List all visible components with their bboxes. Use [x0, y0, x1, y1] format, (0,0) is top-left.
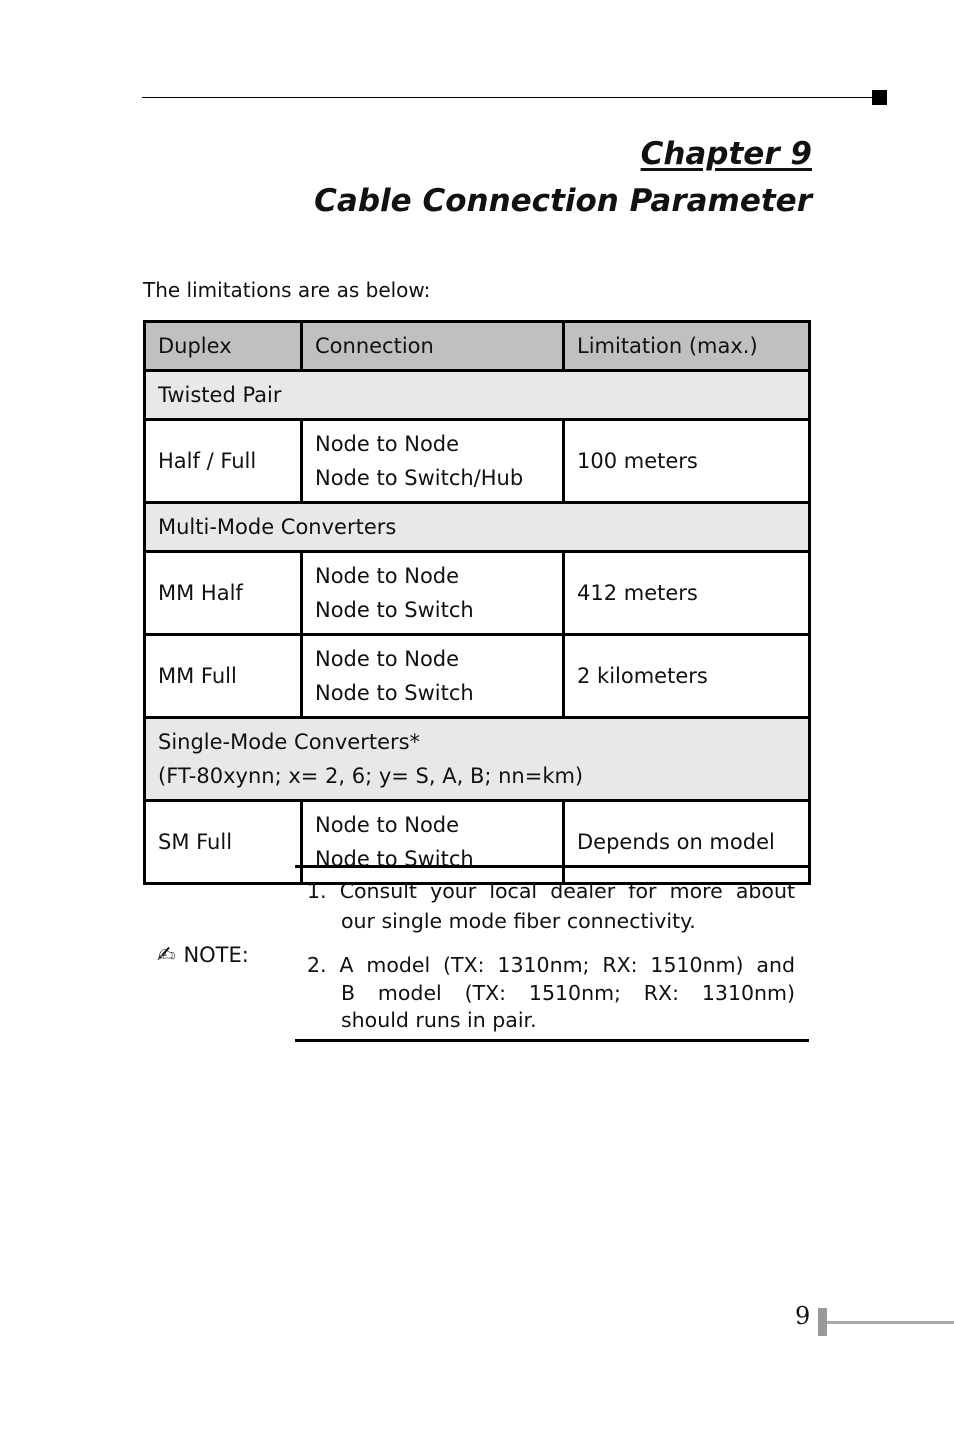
note-item-continuation: our single mode fiber connectivity. [341, 909, 696, 933]
limitation-cell: 2 kilometers [564, 635, 810, 718]
duplex-cell: MM Full [145, 635, 302, 718]
header-square-marker [872, 90, 887, 105]
table-header-row [145, 322, 810, 371]
note-item-text: 2. A model (TX: 1310nm; RX: 1510nm) and [307, 953, 795, 977]
duplex-cell: SM Full [145, 801, 302, 884]
note-box [295, 865, 809, 1042]
connection-line: Node to Node [315, 813, 460, 837]
limitation-cell: 100 meters [564, 420, 810, 503]
group-row-multi-mode [145, 503, 810, 552]
header-rule [142, 97, 872, 98]
note-item [307, 950, 795, 1034]
connection-line: Node to Node [315, 432, 460, 456]
note-item [307, 874, 795, 935]
header-duplex: Duplex [145, 322, 302, 371]
limitation-cell: Depends on model [564, 801, 810, 884]
group-label: Multi-Mode Converters [145, 503, 810, 552]
header-connection: Connection [302, 322, 564, 371]
page-number-bar [818, 1308, 827, 1336]
group-row-single-mode [145, 718, 810, 801]
chapter-title: Cable Connection Parameter [314, 183, 812, 219]
connection-line: Node to Node [315, 564, 460, 588]
group-label: Single-Mode Converters* [158, 730, 421, 754]
note-section [143, 865, 811, 1041]
group-label: Twisted Pair [145, 371, 810, 420]
connection-cell [302, 552, 564, 635]
group-label-cell [145, 718, 810, 801]
note-item-continuation: should runs in pair. [341, 1008, 537, 1032]
table-row [145, 552, 810, 635]
table-row [145, 635, 810, 718]
connection-cell [302, 635, 564, 718]
note-item-text: 1. Consult your local dealer for more about [307, 879, 795, 903]
note-item-continuation: B model (TX: 1510nm; RX: 1310nm) [341, 981, 795, 1005]
connection-line: Node to Switch [315, 847, 474, 871]
limitations-table [143, 320, 811, 885]
connection-line: Node to Switch [315, 598, 474, 622]
connection-line: Node to Switch/Hub [315, 466, 524, 490]
connection-line: Node to Switch [315, 681, 474, 705]
chapter-number: Chapter 9 [640, 136, 812, 172]
note-label-text: NOTE: [183, 943, 249, 967]
duplex-cell: MM Half [145, 552, 302, 635]
duplex-cell: Half / Full [145, 420, 302, 503]
table-row [145, 420, 810, 503]
writing-hand-icon: ✍ [157, 943, 176, 968]
group-row-twisted-pair [145, 371, 810, 420]
group-label-detail: (FT-80xynn; x= 2, 6; y= S, A, B; nn=km) [158, 764, 584, 788]
limitation-cell: 412 meters [564, 552, 810, 635]
page-number: 9 [795, 1302, 811, 1330]
intro-text: The limitations are as below: [143, 278, 431, 302]
header-limitation: Limitation (max.) [564, 322, 810, 371]
connection-line: Node to Node [315, 647, 460, 671]
note-label [157, 943, 249, 968]
footer-rule [827, 1321, 954, 1324]
connection-cell [302, 420, 564, 503]
